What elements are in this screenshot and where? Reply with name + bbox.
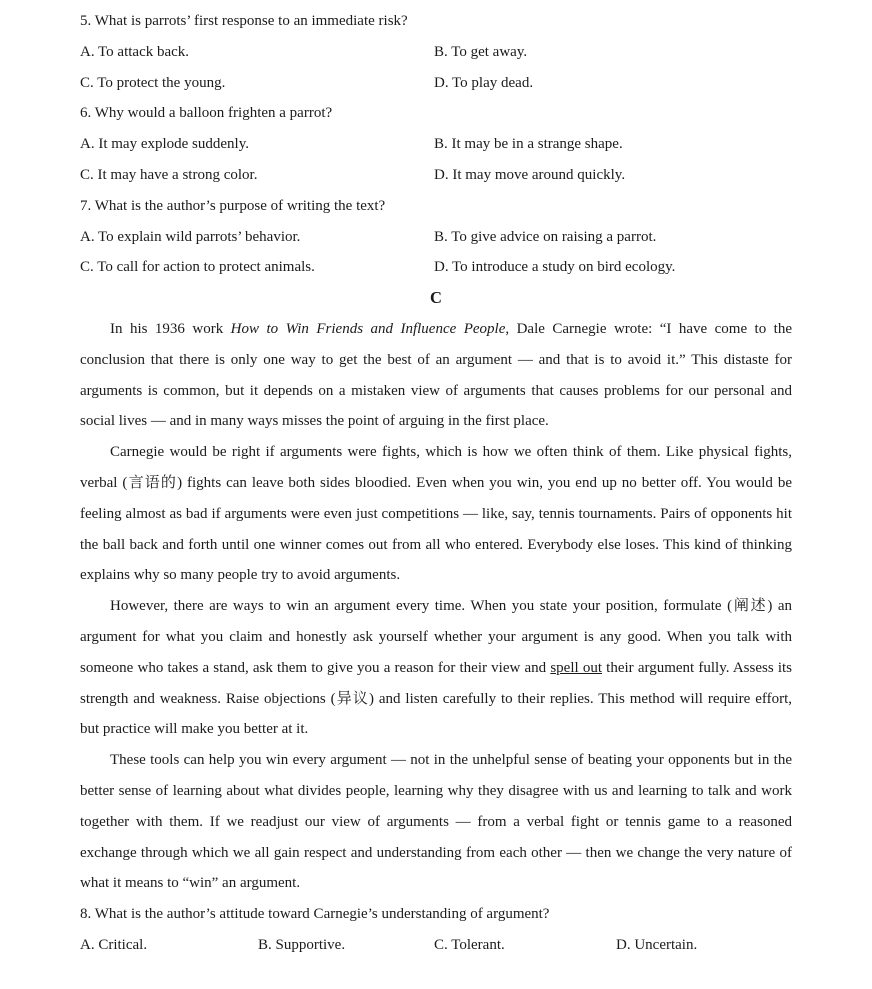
question-7-options-row-1 [80, 222, 792, 253]
question-7-option-b: B. To give advice on raising a parrot. [434, 228, 657, 245]
question-5-option-b: B. To get away. [434, 43, 528, 60]
question-6-options-row-2 [80, 160, 792, 191]
question-5-option-d: D. To play dead. [434, 74, 534, 91]
question-8-option-c: C. Tolerant. [434, 936, 505, 953]
passage-paragraph-3 [80, 591, 792, 745]
question-6-text: 6. Why would a balloon frighten a parrot? [80, 105, 333, 122]
question-6-options-row-1 [80, 129, 792, 160]
question-8-option-d: D. Uncertain. [616, 936, 698, 953]
question-5-options-row-1 [80, 37, 792, 68]
underlined-phrase: spell out [550, 659, 602, 676]
question-7-option-a: A. To explain wild parrots’ behavior. [80, 228, 301, 245]
question-7-option-c: C. To call for action to protect animals. [80, 259, 315, 276]
question-7-text: 7. What is the author’s purpose of writing the text? [80, 197, 386, 214]
paragraph-3-after: their argument fully. Assess its strength and weakness. Raise objections (异议) and listen carefully to their replies. This method will require effort, but practice will make you better at it. [80, 659, 792, 738]
question-6-option-d: D. It may move around quickly. [434, 166, 626, 183]
question-6-option-b: B. It may be in a strange shape. [434, 136, 623, 153]
question-8-text: 8. What is the author’s attitude toward Carnegie’s understanding of argument? [80, 906, 550, 923]
paragraph-3-before: However, there are ways to win an argument every time. When you state your position, formulate (阐述) an argument for what you claim and honestly ask yourself whether your argument is any good. When you talk with someone who takes a stand, ask them to give you a reason for their view and [80, 598, 792, 676]
section-label: C [430, 288, 442, 308]
passage-paragraph-2: Carnegie would be right if arguments were fights, which is how we often think of them. Like physical fights, verbal (言语的) fights can leave both sides bloodied. Even when you win, you end up no better off. You would be feeling almost as bad if arguments were even just competitions — like, say, tennis tournaments. Pairs of opponents hit the ball back and forth until one winner comes out from all who entered. Everybody else loses. This kind of thinking explains why so many people try to avoid arguments. [80, 444, 792, 584]
question-8-option-b: B. Supportive. [258, 936, 346, 953]
question-7-options-row-2 [80, 252, 792, 283]
question-5-option-c: C. To protect the young. [80, 74, 226, 91]
passage-paragraph-1 [80, 314, 792, 437]
paragraph-1-rest: , Dale Carnegie wrote: “I have come to the conclusion that there is only one way to get the best of an argument — and that is to avoid it.” This distaste for arguments is common, but it depends on a mistaken view of arguments that causes problems for our personal and social lives — and in many ways misses the point of arguing in the first place. [80, 320, 793, 430]
question-6-option-c: C. It may have a strong color. [80, 166, 258, 183]
question-8-option-a: A. Critical. [80, 936, 148, 953]
question-5-text: 5. What is parrots’ first response to an immediate risk? [80, 13, 408, 29]
passage-paragraph-4: These tools can help you win every argument — not in the unhelpful sense of beating your opponents but in the better sense of learning about what divides people, learning why they disagree with us and learning to talk and work together with them. If we readjust our view of arguments — from a verbal fight or tennis game to a reasoned exchange through which we all gain respect and understanding from each other — then we change the very nature of what it means to “win” an argument. [80, 752, 792, 892]
book-title-italic: How to Win Friends and Influence People [230, 320, 506, 337]
question-7-option-d: D. To introduce a study on bird ecology. [434, 259, 676, 276]
question-5-options-row-2 [80, 68, 792, 99]
paragraph-1-lead: In his 1936 work [110, 320, 231, 337]
question-8-options-row [80, 930, 792, 961]
question-6-option-a: A. It may explode suddenly. [80, 136, 249, 153]
question-5-option-a: A. To attack back. [80, 43, 190, 60]
